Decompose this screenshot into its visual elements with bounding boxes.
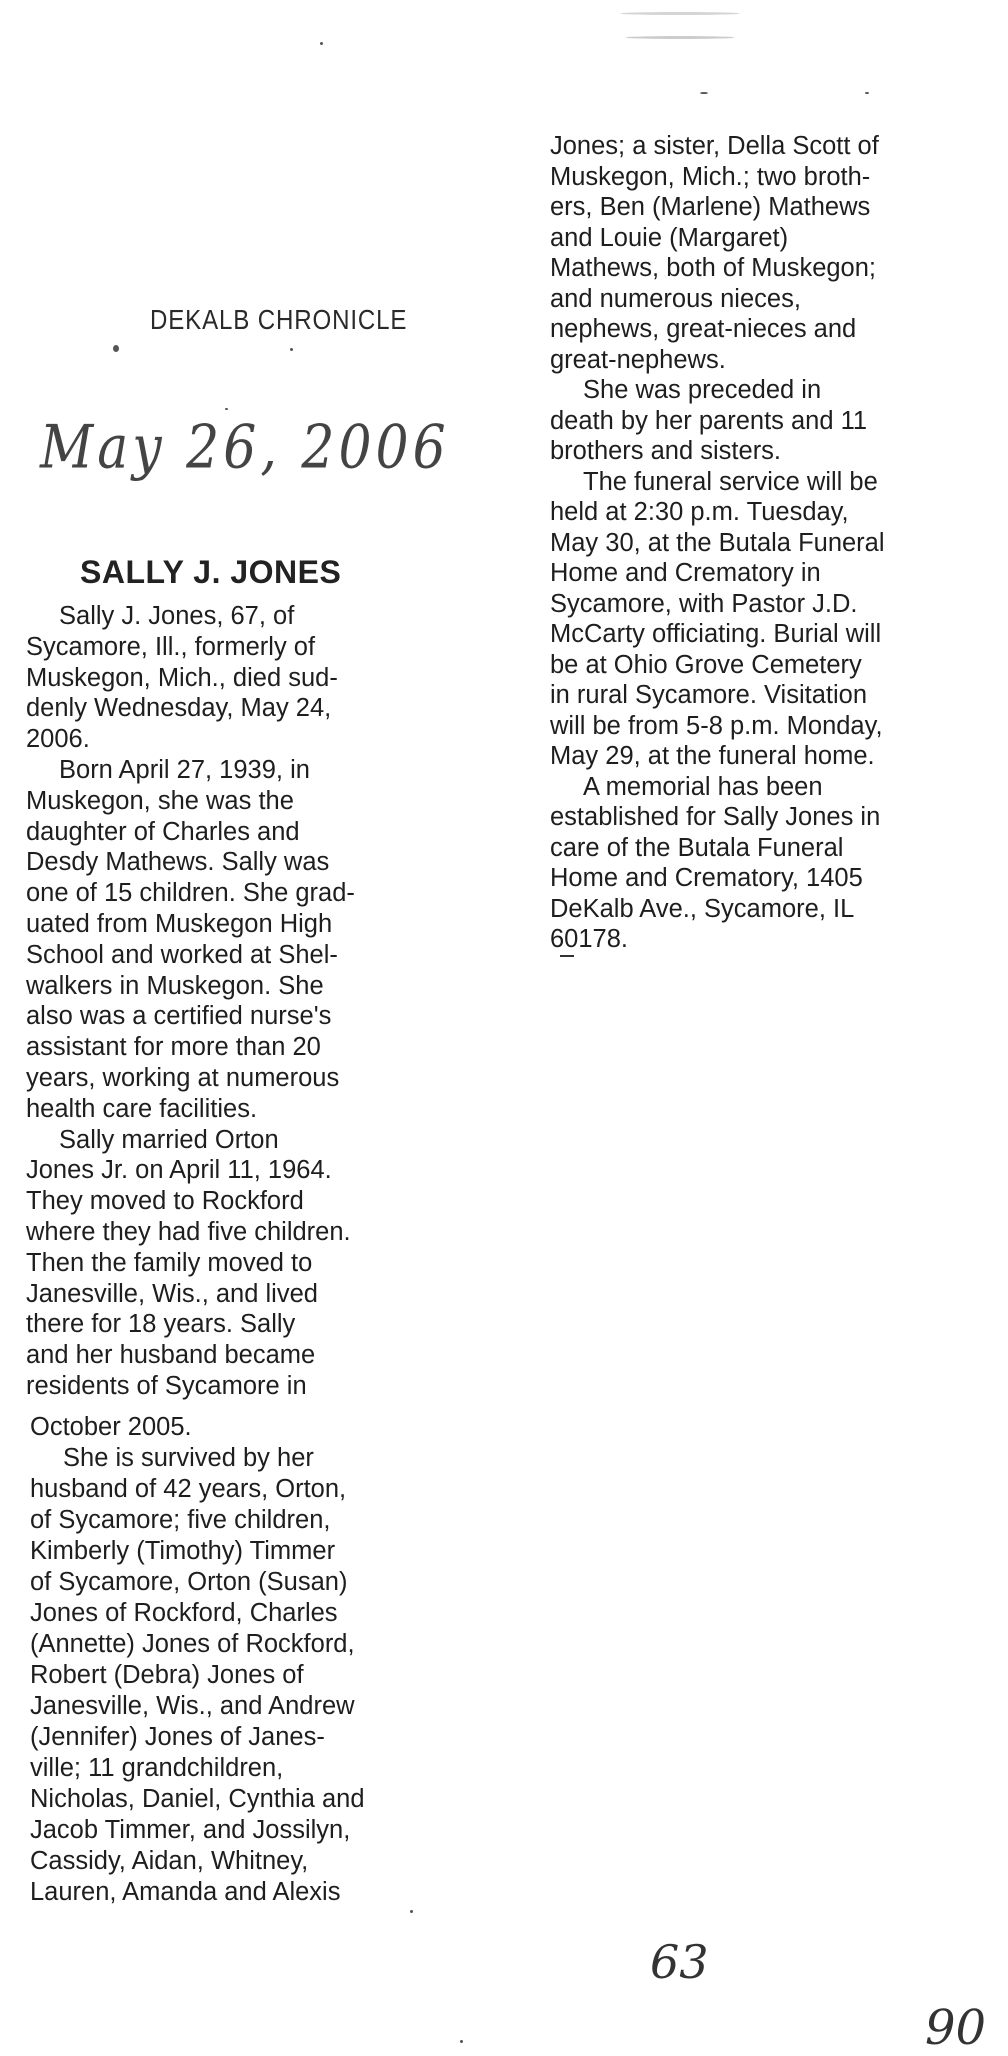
text-line: assistant for more than 20 [26,1033,321,1062]
text-line: 60178. [550,925,628,953]
text-line: McCarty officiating. Burial will [550,620,882,648]
scan-speck [320,42,323,45]
text-line: health care facilities. [26,1094,258,1123]
text-line: established for Sally Jones in [550,803,881,831]
scan-speck [460,2040,463,2043]
text-line: residents of Sycamore in [26,1371,307,1400]
text-line: there for 18 years. Sally [26,1310,296,1339]
end-mark [560,955,574,957]
text-line: October 2005. [30,1413,192,1441]
text-line: brothers and sisters. [550,437,782,465]
scan-speck [865,92,869,94]
obituary-column-left-bottom [30,1412,365,1908]
text-line: May 29, at the funeral home. [550,742,875,770]
text-line: and Louie (Margaret) [550,223,789,252]
text-line: Sally J. Jones, 67, of [59,602,295,630]
text-line: Home and Crematory, 1405 [550,864,863,892]
text-line: Muskegon, Mich., died sud- [26,663,338,692]
text-line: walkers in Muskegon. She [26,971,324,1000]
text-line: Jones; a sister, Della Scott of [550,132,879,160]
text-line: where they had five children. [26,1217,351,1246]
text-line: Born April 27, 1939, in [59,755,310,784]
text-line: Then the family moved to [26,1248,313,1277]
text-line: Sally married Orton [59,1125,279,1154]
text-line: and numerous nieces, [550,284,801,313]
text-line: Kimberly (Timothy) Timmer [30,1537,336,1565]
text-line: Muskegon, Mich.; two broth- [550,162,871,191]
obituary-column-right [550,131,885,955]
scan-speck [113,345,119,352]
text-line: will be from 5-8 p.m. Monday, [550,711,883,740]
text-line: Janesville, Wis., and lived [26,1279,318,1308]
text-line: be at Ohio Grove Cemetery [550,650,862,679]
text-line: She was preceded in [583,376,822,404]
text-line: daughter of Charles and [26,817,300,846]
obituary-column-left-top [26,601,355,1402]
text-line: Mathews, both of Muskegon; [550,254,877,282]
scan-speck [620,12,740,15]
handwritten-corner-number: 90 [925,2000,987,2056]
text-line: Sycamore, with Pastor J.D. [550,589,858,618]
text-line: ers, Ben (Marlene) Mathews [550,193,871,221]
text-line: Desdy Mathews. Sally was [26,848,330,877]
text-line: Sycamore, Ill., formerly of [26,632,316,661]
text-line: great-nephews. [550,345,726,374]
text-line: (Annette) Jones of Rockford, [30,1630,355,1658]
scan-speck [225,408,228,410]
text-line: in rural Sycamore. Visitation [550,681,867,709]
newspaper-masthead: DEKALB CHRONICLE [150,304,408,335]
handwritten-date: May 26, 2006 [40,413,450,483]
text-line: School and worked at Shel- [26,940,338,969]
text-line: Jones Jr. on April 11, 1964. [26,1156,332,1185]
text-line: husband of 42 years, Orton, [30,1475,347,1503]
scan-speck [700,92,708,94]
obituary-title: SALLY J. JONES [80,554,342,590]
text-line: denly Wednesday, May 24, [26,694,332,723]
text-line: Janesville, Wis., and Andrew [30,1692,355,1720]
text-line: care of the Butala Funeral [550,833,844,862]
scan-speck [410,1910,413,1913]
text-line: Robert (Debra) Jones of [30,1661,304,1689]
text-line: She is survived by her [63,1444,314,1472]
text-line: May 30, at the Butala Funeral [550,528,885,557]
scan-speck [625,36,735,39]
text-line: Cassidy, Aidan, Whitney, [30,1847,309,1875]
text-line: uated from Muskegon High [26,909,333,938]
text-line: Nicholas, Daniel, Cynthia and [30,1785,365,1813]
text-line: They moved to Rockford [26,1187,304,1216]
text-line: Jacob Timmer, and Jossilyn, [30,1816,351,1844]
handwritten-page-number: 63 [650,1935,709,1989]
text-line: nephews, great-nieces and [550,315,857,343]
text-line: DeKalb Ave., Sycamore, IL [550,894,855,923]
text-line: of Sycamore; five children, [30,1506,331,1534]
text-line: A memorial has been [583,772,823,801]
text-line: 2006. [26,725,90,754]
text-line: of Sycamore, Orton (Susan) [30,1568,348,1596]
text-line: Home and Crematory in [550,559,821,587]
text-line: Lauren, Amanda and Alexis [30,1878,341,1906]
text-line: ville; 11 grandchildren, [30,1754,284,1782]
text-line: Muskegon, she was the [26,786,294,815]
text-line: held at 2:30 p.m. Tuesday, [550,498,849,526]
text-line: and her husband became [26,1341,316,1370]
text-line: The funeral service will be [583,467,878,496]
scan-speck [290,348,293,351]
text-line: also was a certified nurse's [26,1002,332,1031]
text-line: years, working at numerous [26,1063,340,1092]
text-line: one of 15 children. She grad- [26,879,355,908]
text-line: Jones of Rockford, Charles [30,1599,338,1627]
text-line: death by her parents and 11 [550,406,868,435]
text-line: (Jennifer) Jones of Janes- [30,1723,325,1751]
